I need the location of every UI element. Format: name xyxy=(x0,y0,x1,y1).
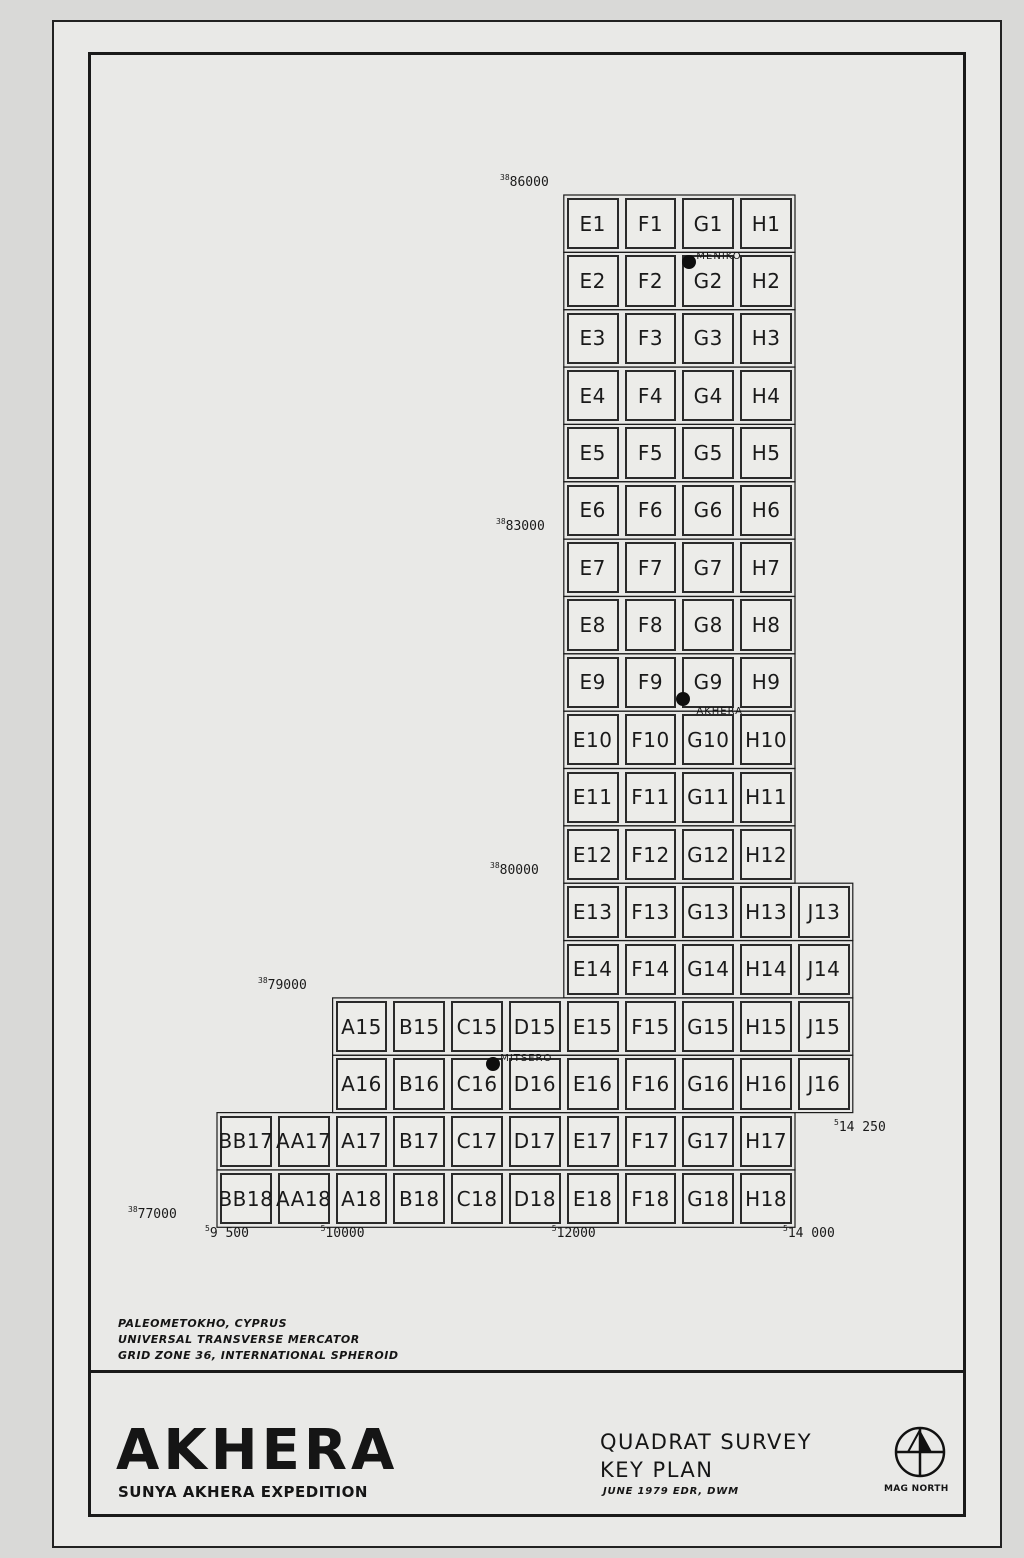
quadrat-e18: E18 xyxy=(567,1173,619,1224)
quadrat-e12: E12 xyxy=(567,829,619,880)
quadrat-h2: H2 xyxy=(740,255,792,306)
quadrat-b15: B15 xyxy=(393,1001,445,1052)
quadrat-h10: H10 xyxy=(740,714,792,765)
quadrat-h6: H6 xyxy=(740,485,792,536)
quadrat-g12: G12 xyxy=(682,829,734,880)
quadrat-b16: B16 xyxy=(393,1058,445,1109)
quadrat-f3: F3 xyxy=(625,313,677,364)
quadrat-e13: E13 xyxy=(567,886,619,937)
quadrat-e16: E16 xyxy=(567,1058,619,1109)
quadrat-h14: H14 xyxy=(740,944,792,995)
north-label: MAG NORTH xyxy=(884,1484,949,1494)
note-grid-zone: GRID ZONE 36, INTERNATIONAL SPHEROID xyxy=(118,1349,399,1362)
note-location: PALEOMETOKHO, CYPRUS xyxy=(118,1317,288,1330)
quadrat-e17: E17 xyxy=(567,1116,619,1167)
quadrat-j15: J15 xyxy=(798,1001,850,1052)
northing-86000: $^{38}$86000 xyxy=(500,173,549,190)
quadrat-f14: F14 xyxy=(625,944,677,995)
quadrat-b17: B17 xyxy=(393,1116,445,1167)
quadrat-c16: C16 xyxy=(451,1058,503,1109)
easting-14250: $^5$14 250 xyxy=(834,1118,886,1135)
quadrat-f9: F9 xyxy=(625,657,677,708)
quadrat-f10: F10 xyxy=(625,714,677,765)
quadrat-aa17: AA17 xyxy=(278,1116,330,1167)
quadrat-d18: D18 xyxy=(509,1173,561,1224)
quadrat-c18: C18 xyxy=(451,1173,503,1224)
quadrat-e3: E3 xyxy=(567,313,619,364)
quadrat-e11: E11 xyxy=(567,772,619,823)
quadrat-g14: G14 xyxy=(682,944,734,995)
quadrat-f17: F17 xyxy=(625,1116,677,1167)
quadrat-d16: D16 xyxy=(509,1058,561,1109)
quadrat-h1: H1 xyxy=(740,198,792,249)
quadrat-f1: F1 xyxy=(625,198,677,249)
quadrat-g6: G6 xyxy=(682,485,734,536)
quadrat-h13: H13 xyxy=(740,886,792,937)
quadrat-j14: J14 xyxy=(798,944,850,995)
quadrat-e9: E9 xyxy=(567,657,619,708)
quadrat-c17: C17 xyxy=(451,1116,503,1167)
quadrat-e6: E6 xyxy=(567,485,619,536)
quadrat-f7: F7 xyxy=(625,542,677,593)
northing-79000: $^{38}$79000 xyxy=(258,975,307,993)
quadrat-h5: H5 xyxy=(740,427,792,478)
quadrat-e10: E10 xyxy=(567,714,619,765)
quadrat-f16: F16 xyxy=(625,1058,677,1109)
quadrat-f11: F11 xyxy=(625,772,677,823)
quadrat-g9: G9 xyxy=(682,657,734,708)
quadrat-e2: E2 xyxy=(567,255,619,306)
plan-title xyxy=(600,1428,812,1484)
quadrat-a18: A18 xyxy=(336,1173,388,1224)
quadrat-h12: H12 xyxy=(740,829,792,880)
site-dot-mitsero xyxy=(486,1057,500,1071)
projection-notes xyxy=(118,1316,398,1364)
quadrat-f5: F5 xyxy=(625,427,677,478)
quadrat-f18: F18 xyxy=(625,1173,677,1224)
northing-83000: $^{38}$83000 xyxy=(496,517,545,535)
site-label-meniko: MENIKO xyxy=(696,251,742,263)
quadrat-g17: G17 xyxy=(682,1116,734,1167)
quadrat-g5: G5 xyxy=(682,427,734,478)
quadrat-h3: H3 xyxy=(740,313,792,364)
quadrat-d17: D17 xyxy=(509,1116,561,1167)
quadrat-f6: F6 xyxy=(625,485,677,536)
quadrat-f13: F13 xyxy=(625,886,677,937)
map-frame xyxy=(88,52,966,1517)
quadrat-g18: G18 xyxy=(682,1173,734,1224)
quadrat-bb17: BB17 xyxy=(220,1116,272,1167)
quadrat-h11: H11 xyxy=(740,772,792,823)
quadrat-g1: G1 xyxy=(682,198,734,249)
quadrat-g11: G11 xyxy=(682,772,734,823)
easting-9500: $^5$9 500 xyxy=(205,1224,249,1241)
quadrat-a16: A16 xyxy=(336,1058,388,1109)
quadrat-bb18: BB18 xyxy=(220,1173,272,1224)
quadrat-f2: F2 xyxy=(625,255,677,306)
quadrat-e1: E1 xyxy=(567,198,619,249)
quadrat-f4: F4 xyxy=(625,370,677,421)
quadrat-h4: H4 xyxy=(740,370,792,421)
quadrat-g7: G7 xyxy=(682,542,734,593)
quadrat-e7: E7 xyxy=(567,542,619,593)
quadrat-f8: F8 xyxy=(625,599,677,650)
quadrat-h15: H15 xyxy=(740,1001,792,1052)
quadrat-g15: G15 xyxy=(682,1001,734,1052)
quadrat-h17: H17 xyxy=(740,1116,792,1167)
plan-title-line-2: KEY PLAN xyxy=(600,1458,714,1482)
site-label-akhera: AKHERA xyxy=(696,706,744,718)
quadrat-g2: G2 xyxy=(682,255,734,306)
plan-date-authors: JUNE 1979 EDR, DWM xyxy=(603,1486,739,1497)
quadrat-e14: E14 xyxy=(567,944,619,995)
quadrat-f15: F15 xyxy=(625,1001,677,1052)
quadrat-g13: G13 xyxy=(682,886,734,937)
quadrat-j16: J16 xyxy=(798,1058,850,1109)
quadrat-h18: H18 xyxy=(740,1173,792,1224)
easting-14000: $^5$14 000 xyxy=(783,1224,835,1241)
quadrat-d15: D15 xyxy=(509,1001,561,1052)
plan-title-line-1: QUADRAT SURVEY xyxy=(600,1430,813,1454)
easting-10000: $^5$10000 xyxy=(320,1224,365,1241)
quadrat-a17: A17 xyxy=(336,1116,388,1167)
quadrat-e8: E8 xyxy=(567,599,619,650)
quadrat-h16: H16 xyxy=(740,1058,792,1109)
northing-80000: $^{38}$80000 xyxy=(490,861,539,879)
map-title: AKHERA xyxy=(116,1418,399,1483)
quadrat-b18: B18 xyxy=(393,1173,445,1224)
quadrat-g16: G16 xyxy=(682,1058,734,1109)
quadrat-j13: J13 xyxy=(798,886,850,937)
note-projection: UNIVERSAL TRANSVERSE MERCATOR xyxy=(118,1333,360,1346)
quadrat-g10: G10 xyxy=(682,714,734,765)
compass-north-arrow-icon xyxy=(892,1424,948,1480)
quadrat-e5: E5 xyxy=(567,427,619,478)
quadrat-g8: G8 xyxy=(682,599,734,650)
quadrat-h8: H8 xyxy=(740,599,792,650)
quadrat-f12: F12 xyxy=(625,829,677,880)
quadrat-aa18: AA18 xyxy=(278,1173,330,1224)
quadrat-h9: H9 xyxy=(740,657,792,708)
quadrat-a15: A15 xyxy=(336,1001,388,1052)
quadrat-e15: E15 xyxy=(567,1001,619,1052)
quadrat-h7: H7 xyxy=(740,542,792,593)
expedition-name: SUNYA AKHERA EXPEDITION xyxy=(118,1483,368,1501)
northing-77000: $^{38}$77000 xyxy=(128,1205,177,1223)
quadrat-c15: C15 xyxy=(451,1001,503,1052)
quadrat-g3: G3 xyxy=(682,313,734,364)
easting-12000: $^5$12000 xyxy=(551,1224,596,1241)
title-block-divider xyxy=(88,1370,966,1373)
site-label-mitsero: MITSERO xyxy=(500,1052,553,1064)
quadrat-e4: E4 xyxy=(567,370,619,421)
quadrat-g4: G4 xyxy=(682,370,734,421)
